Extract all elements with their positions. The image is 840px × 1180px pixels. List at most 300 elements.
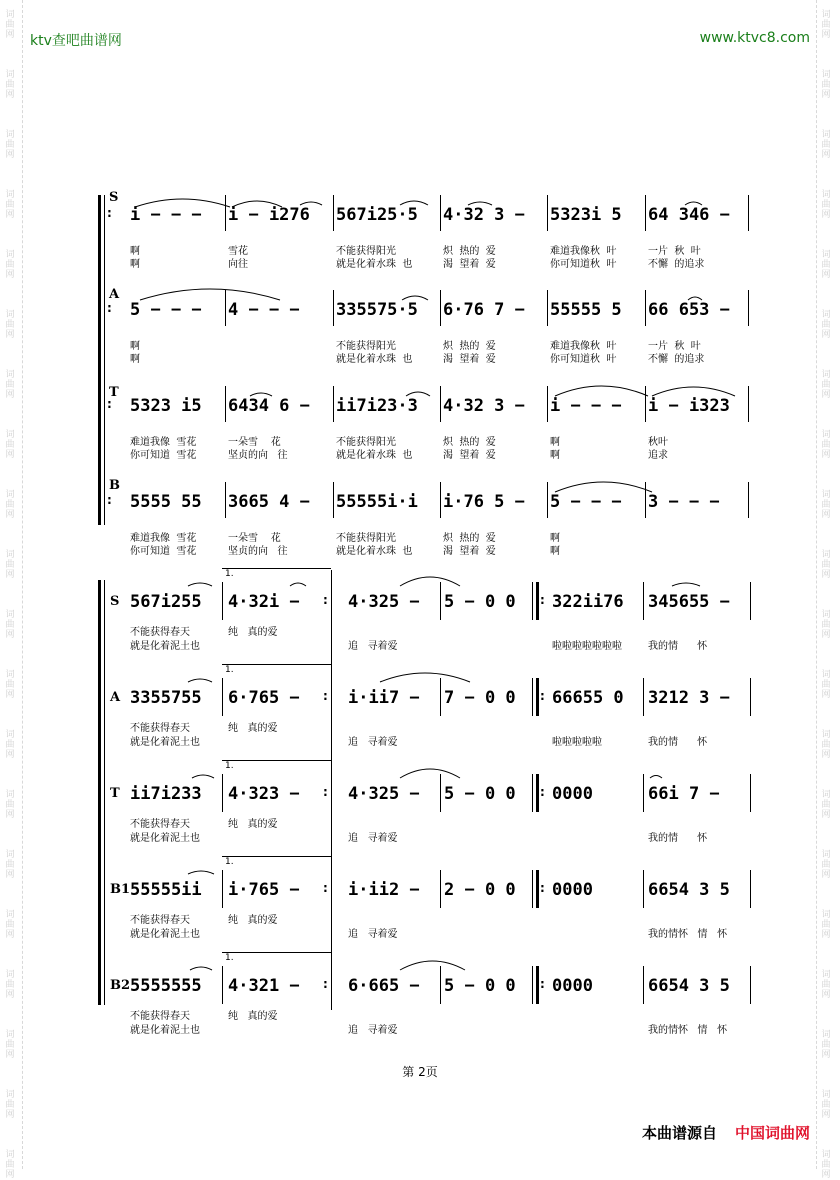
lyric-verse2: 就是化着水珠 也: [336, 546, 413, 557]
watermark-char: 曲: [821, 140, 831, 150]
volta-label: 1.: [225, 761, 234, 771]
note-measure: 66 653 −: [648, 300, 730, 320]
lyric-verse1: 啊: [130, 246, 140, 257]
watermark-char: 词: [5, 370, 15, 380]
watermark-char: 网: [5, 870, 15, 880]
lyric-verse2: 啊: [550, 546, 560, 557]
repeat-dots: :: [323, 593, 328, 607]
watermark-char: 网: [821, 150, 831, 160]
note-measure: 2 − 0 0: [444, 880, 516, 900]
lyric-verse1: 难道我像秋 叶: [550, 341, 617, 352]
lyric-verse2: 你可知道秋 叶: [550, 354, 617, 365]
note-measure: 3665 4 −: [228, 492, 310, 512]
watermark-char: 词: [5, 910, 15, 920]
note-measure: 6·76 7 −: [443, 300, 525, 320]
watermark-char: 词: [5, 130, 15, 140]
watermark-char: 词: [821, 370, 831, 380]
lyric-verse2: 渴 望着 爱: [443, 354, 496, 365]
note-measure: 5 − − −: [130, 300, 202, 320]
slur-arc: [380, 673, 470, 682]
lyric-verse1: 一朵雪 花: [228, 533, 281, 544]
lyric-verse2: 不懈 的追求: [648, 259, 705, 270]
note-measure: 5323i 5: [550, 205, 622, 225]
slur-arc: [250, 393, 272, 396]
note-measure: 55555ii: [130, 880, 202, 900]
watermark-char: 曲: [5, 200, 15, 210]
source-site-link[interactable]: 中国词曲网: [734, 1124, 810, 1142]
watermark-char: 网: [821, 330, 831, 340]
note-measure: 3212 3 −: [648, 688, 730, 708]
note-measure: 6434 6 −: [228, 396, 310, 416]
watermark-char: 曲: [821, 920, 831, 930]
watermark-char: 网: [821, 750, 831, 760]
watermark-char: 曲: [821, 560, 831, 570]
watermark-char: 网: [5, 390, 15, 400]
watermark-char: 网: [821, 930, 831, 940]
watermark-char: 词: [821, 490, 831, 500]
watermark-char: 曲: [821, 680, 831, 690]
repeat-dots: :: [540, 689, 545, 703]
watermark-char: 曲: [821, 260, 831, 270]
repeat-dots: :: [323, 785, 328, 799]
watermark-char: 曲: [5, 980, 15, 990]
lyric-verse1: 不能获得阳光: [336, 437, 396, 448]
watermark-char: 网: [821, 1170, 831, 1180]
watermark-char: 网: [5, 630, 15, 640]
lyric-verse2: 渴 望着 爱: [443, 546, 496, 557]
slur-arc: [468, 202, 492, 205]
lyric-verse1: 炽 热的 爱: [443, 437, 496, 448]
watermark-char: 网: [5, 990, 15, 1000]
slur-arc: [290, 583, 306, 586]
watermark-char: 曲: [821, 800, 831, 810]
lyric-verse2: 追求: [648, 450, 668, 461]
note-measure: 6·665 −: [348, 976, 420, 996]
note-measure: 5555 55: [130, 492, 202, 512]
watermark-char: 曲: [5, 80, 15, 90]
voice-label: T: [110, 786, 120, 801]
watermark-char: 网: [821, 390, 831, 400]
source-footer: [642, 1122, 810, 1143]
note-measure: i − − −: [550, 396, 622, 416]
watermark-char: 词: [821, 130, 831, 140]
site-url-right[interactable]: www.ktvc8.com: [699, 30, 810, 46]
voice-label: T: [109, 385, 119, 400]
lyric-verse1: 一片 秋 叶: [648, 341, 701, 352]
slur-arc: [672, 583, 700, 586]
watermark-char: 网: [5, 1110, 15, 1120]
lyric-verse2: 就是化着水珠 也: [336, 259, 413, 270]
volta-label: 1.: [225, 857, 234, 867]
watermark-char: 词: [821, 250, 831, 260]
repeat-dots: :: [107, 397, 112, 411]
watermark-char: 词: [5, 190, 15, 200]
watermark-char: 曲: [5, 740, 15, 750]
watermark-char: 词: [5, 1030, 15, 1040]
watermark-char: 曲: [821, 620, 831, 630]
repeat-dots: :: [323, 689, 328, 703]
lyric-verse1: 一朵雪 花: [228, 437, 281, 448]
note-measure: 5 − 0 0: [444, 784, 516, 804]
watermark-char: 网: [5, 1050, 15, 1060]
watermark-char: 网: [5, 150, 15, 160]
repeat-dots: :: [540, 593, 545, 607]
lyric-verse1: 难道我像 雪花: [130, 437, 197, 448]
lyric-verse1: 啊: [550, 437, 560, 448]
watermark-char: 词: [5, 970, 15, 980]
note-measure: 0000: [552, 784, 593, 804]
watermark-char: 词: [821, 1090, 831, 1100]
watermark-char: 词: [5, 730, 15, 740]
slur-arc: [188, 583, 212, 586]
watermark-char: 词: [821, 670, 831, 680]
watermark-char: 词: [821, 430, 831, 440]
watermark-char: 词: [5, 550, 15, 560]
note-measure: 5 − 0 0: [444, 976, 516, 996]
lyric-verse2: 啊: [550, 450, 560, 461]
lyric-verse2: 就是化着泥土也: [130, 1025, 200, 1036]
lyric-verse2: 就是化着泥土也: [130, 929, 200, 940]
note-measure: 55555 5: [550, 300, 622, 320]
note-measure: 4 − − −: [228, 300, 300, 320]
lyric-verse2: 啦啦啦啦啦: [552, 737, 602, 748]
note-measure: 4·321 −: [228, 976, 300, 996]
watermark-char: 网: [821, 990, 831, 1000]
watermark-char: 网: [5, 810, 15, 820]
volta-label: 1.: [225, 953, 234, 963]
note-measure: 4·323 −: [228, 784, 300, 804]
lyric-verse2: 就是化着水珠 也: [336, 450, 413, 461]
watermark-char: 词: [821, 970, 831, 980]
watermark-char: 网: [5, 210, 15, 220]
lyric-verse2: 就是化着泥土也: [130, 737, 200, 748]
volta-label: 1.: [225, 569, 234, 579]
watermark-char: 网: [5, 90, 15, 100]
watermark-char: 词: [5, 70, 15, 80]
repeat-dots: :: [540, 977, 545, 991]
note-measure: 6654 3 5: [648, 976, 730, 996]
watermark-char: 曲: [5, 1040, 15, 1050]
note-measure: 64 346 −: [648, 205, 730, 225]
watermark-char: 网: [821, 570, 831, 580]
watermark-char: 曲: [5, 560, 15, 570]
watermark-char: 网: [821, 810, 831, 820]
site-name-left[interactable]: ktv查吧曲谱网: [30, 33, 122, 49]
lyric-verse2: 我的情怀 情 怀: [648, 1025, 728, 1036]
note-measure: 3355755: [130, 688, 202, 708]
watermark-char: 词: [5, 10, 15, 20]
watermark-char: 网: [5, 510, 15, 520]
lyric-verse1: 纯 真的爱: [228, 915, 278, 926]
note-measure: 66i 7 −: [648, 784, 720, 804]
note-measure: 5323 i5: [130, 396, 202, 416]
watermark-char: 网: [5, 330, 15, 340]
lyric-verse2: 啦啦啦啦啦啦啦: [552, 641, 622, 652]
watermark-char: 词: [5, 1150, 15, 1160]
watermark-char: 词: [5, 490, 15, 500]
lyric-verse1: 雪花: [228, 246, 248, 257]
watermark-char: 网: [821, 90, 831, 100]
slur-arc: [188, 871, 214, 874]
watermark-char: 曲: [5, 440, 15, 450]
watermark-char: 曲: [821, 1160, 831, 1170]
note-measure: 4·325 −: [348, 784, 420, 804]
slur-arc: [555, 482, 652, 492]
note-measure: 335575·5: [336, 300, 418, 320]
watermark-char: 曲: [5, 620, 15, 630]
note-measure: ii7i23·3: [336, 396, 418, 416]
repeat-dots: :: [107, 301, 112, 315]
watermark-char: 曲: [821, 740, 831, 750]
page-number: 第 2页: [402, 1065, 438, 1079]
watermark-char: 网: [821, 870, 831, 880]
watermark-char: 词: [5, 1090, 15, 1100]
lyric-verse2: 你可知道 雪花: [130, 546, 197, 557]
note-measure: i − − −: [130, 205, 202, 225]
watermark-char: 曲: [821, 500, 831, 510]
note-measure: 55555i·i: [336, 492, 418, 512]
lyric-verse1: 炽 热的 爱: [443, 533, 496, 544]
lyric-verse1: 不能获得阳光: [336, 246, 396, 257]
voice-label: B: [109, 478, 120, 493]
slur-arc: [402, 296, 428, 300]
lyric-verse1: 不能获得春天: [130, 915, 190, 926]
note-measure: i − i276: [228, 205, 310, 225]
note-measure: 4·325 −: [348, 592, 420, 612]
lyric-verse1: 啊: [550, 533, 560, 544]
watermark-char: 词: [5, 850, 15, 860]
note-measure: 5 − 0 0: [444, 592, 516, 612]
slur-arc: [192, 775, 214, 778]
voice-label: A: [109, 287, 120, 302]
lyric-verse1: 不能获得春天: [130, 1011, 190, 1022]
slur-arc: [232, 201, 282, 207]
lyric-verse1: 不能获得春天: [130, 723, 190, 734]
watermark-char: 曲: [821, 980, 831, 990]
lyric-verse2: 坚贞的向 往: [228, 546, 288, 557]
watermark-char: 曲: [821, 200, 831, 210]
volta-label: 1.: [225, 665, 234, 675]
lyric-verse1: 一片 秋 叶: [648, 246, 701, 257]
lyric-verse1: 啊: [130, 341, 140, 352]
repeat-dots: :: [540, 881, 545, 895]
watermark-char: 网: [821, 210, 831, 220]
note-measure: 0000: [552, 880, 593, 900]
note-measure: 345655 −: [648, 592, 730, 612]
slur-arc: [400, 201, 428, 205]
watermark-char: 曲: [5, 380, 15, 390]
watermark-char: 词: [5, 610, 15, 620]
lyric-verse1: 难道我像 雪花: [130, 533, 197, 544]
lyric-verse1: 纯 真的爱: [228, 1011, 278, 1022]
slur-arc: [400, 769, 460, 778]
lyric-verse1: 难道我像秋 叶: [550, 246, 617, 257]
lyric-verse2: 我的情怀 情 怀: [648, 929, 728, 940]
repeat-dots: :: [107, 493, 112, 507]
watermark-char: 曲: [821, 440, 831, 450]
note-measure: 7 − 0 0: [444, 688, 516, 708]
repeat-dots: :: [323, 977, 328, 991]
voice-label: B1: [110, 882, 131, 897]
lyric-verse2: 追 寻着爱: [348, 641, 398, 652]
lyric-verse1: 炽 热的 爱: [443, 246, 496, 257]
lyric-verse2: 向往: [228, 259, 248, 270]
watermark-char: 词: [5, 670, 15, 680]
watermark-char: 曲: [5, 320, 15, 330]
lyric-verse2: 追 寻着爱: [348, 929, 398, 940]
watermark-char: 词: [821, 10, 831, 20]
watermark-char: 曲: [5, 800, 15, 810]
lyric-verse2: 渴 望着 爱: [443, 259, 496, 270]
lyric-verse1: 不能获得阳光: [336, 341, 396, 352]
note-measure: 0000: [552, 976, 593, 996]
watermark-char: 网: [5, 690, 15, 700]
slur-arc: [688, 297, 702, 300]
repeat-dots: :: [540, 785, 545, 799]
lyric-verse2: 追 寻着爱: [348, 1025, 398, 1036]
note-measure: 6·765 −: [228, 688, 300, 708]
lyric-verse2: 你可知道 雪花: [130, 450, 197, 461]
lyric-verse2: 追 寻着爱: [348, 737, 398, 748]
watermark-char: 网: [5, 930, 15, 940]
watermark-char: 曲: [5, 1160, 15, 1170]
slur-arc: [400, 577, 460, 586]
voice-label: A: [110, 690, 121, 705]
watermark-char: 网: [5, 30, 15, 40]
watermark-char: 曲: [5, 260, 15, 270]
lyric-verse2: 追 寻着爱: [348, 833, 398, 844]
watermark-char: 词: [821, 790, 831, 800]
lyric-verse1: 纯 真的爱: [228, 627, 278, 638]
slur-arc: [406, 392, 430, 396]
note-measure: i·765 −: [228, 880, 300, 900]
watermark-char: 词: [5, 250, 15, 260]
watermark-char: 曲: [821, 1040, 831, 1050]
note-measure: 66655 0: [552, 688, 624, 708]
note-measure: i − i323: [648, 396, 730, 416]
voice-label: B2: [110, 978, 131, 993]
lyric-verse2: 坚贞的向 往: [228, 450, 288, 461]
watermark-char: 曲: [5, 920, 15, 930]
note-measure: 567i25·5: [336, 205, 418, 225]
lyric-verse1: 不能获得春天: [130, 627, 190, 638]
lyric-verse1: 炽 热的 爱: [443, 341, 496, 352]
lyric-verse2: 就是化着泥土也: [130, 641, 200, 652]
lyric-verse2: 啊: [130, 354, 140, 365]
watermark-char: 曲: [5, 140, 15, 150]
lyric-verse2: 你可知道秋 叶: [550, 259, 617, 270]
slur-arc: [652, 387, 735, 396]
lyric-verse2: 渴 望着 爱: [443, 450, 496, 461]
note-measure: 4·32i −: [228, 592, 300, 612]
note-measure: i·76 5 −: [443, 492, 525, 512]
watermark-char: 词: [5, 790, 15, 800]
watermark-char: 曲: [5, 680, 15, 690]
watermark-char: 曲: [821, 320, 831, 330]
lyric-verse2: 不懈 的追求: [648, 354, 705, 365]
watermark-char: 词: [821, 610, 831, 620]
watermark-char: 曲: [821, 860, 831, 870]
lyric-verse2: 我的情 怀: [648, 641, 708, 652]
watermark-char: 曲: [821, 20, 831, 30]
note-measure: 5555555: [130, 976, 202, 996]
lyric-verse2: 啊: [130, 259, 140, 270]
lyric-verse2: 我的情 怀: [648, 737, 708, 748]
lyric-verse1: 秋叶: [648, 437, 668, 448]
note-measure: 6654 3 5: [648, 880, 730, 900]
slur-arc: [555, 386, 648, 396]
watermark-char: 词: [821, 550, 831, 560]
watermark-char: 网: [5, 450, 15, 460]
watermark-char: 网: [821, 510, 831, 520]
repeat-dots: :: [107, 206, 112, 220]
watermark-char: 词: [821, 910, 831, 920]
source-label: 本曲谱源自: [641, 1124, 717, 1142]
slur-arc: [140, 289, 280, 300]
slur-arc: [400, 961, 465, 970]
slur-arc: [685, 202, 702, 205]
watermark-char: 网: [821, 630, 831, 640]
watermark-char: 曲: [821, 1100, 831, 1110]
watermark-char: 网: [821, 690, 831, 700]
watermark-char: 词: [821, 190, 831, 200]
note-measure: ii7i233: [130, 784, 202, 804]
watermark-char: 词: [821, 1150, 831, 1160]
lyric-verse2: 就是化着水珠 也: [336, 354, 413, 365]
voice-label: S: [109, 190, 119, 205]
watermark-char: 曲: [5, 500, 15, 510]
watermark-char: 词: [5, 430, 15, 440]
note-measure: 4·32 3 −: [443, 205, 525, 225]
watermark-char: 曲: [5, 1100, 15, 1110]
lyric-verse2: 就是化着泥土也: [130, 833, 200, 844]
voice-label: S: [110, 594, 120, 609]
note-measure: i·ii7 −: [348, 688, 420, 708]
watermark-char: 词: [821, 70, 831, 80]
note-measure: 4·32 3 −: [443, 396, 525, 416]
note-measure: 5 − − −: [550, 492, 622, 512]
watermark-char: 网: [5, 270, 15, 280]
watermark-char: 词: [5, 310, 15, 320]
watermark-char: 网: [821, 450, 831, 460]
slur-arc: [190, 967, 212, 970]
slur-arc: [188, 679, 212, 682]
watermark-char: 曲: [5, 860, 15, 870]
watermark-char: 网: [821, 1050, 831, 1060]
lyric-verse2: 我的情 怀: [648, 833, 708, 844]
note-measure: 567i255: [130, 592, 202, 612]
lyric-verse1: 纯 真的爱: [228, 723, 278, 734]
watermark-char: 网: [821, 30, 831, 40]
note-measure: i·ii2 −: [348, 880, 420, 900]
note-measure: 3 − − −: [648, 492, 720, 512]
watermark-char: 词: [821, 730, 831, 740]
slur-arc: [650, 776, 662, 779]
slur-arc: [300, 202, 322, 205]
repeat-dots: :: [323, 881, 328, 895]
watermark-char: 曲: [821, 380, 831, 390]
watermark-char: 曲: [5, 20, 15, 30]
watermark-char: 网: [5, 1170, 15, 1180]
note-measure: 322ii76: [552, 592, 624, 612]
watermark-char: 网: [821, 270, 831, 280]
watermark-char: 曲: [821, 80, 831, 90]
lyric-verse1: 不能获得阳光: [336, 533, 396, 544]
watermark-char: 网: [821, 1110, 831, 1120]
lyric-verse1: 不能获得春天: [130, 819, 190, 830]
watermark-char: 网: [5, 570, 15, 580]
watermark-char: 词: [821, 310, 831, 320]
